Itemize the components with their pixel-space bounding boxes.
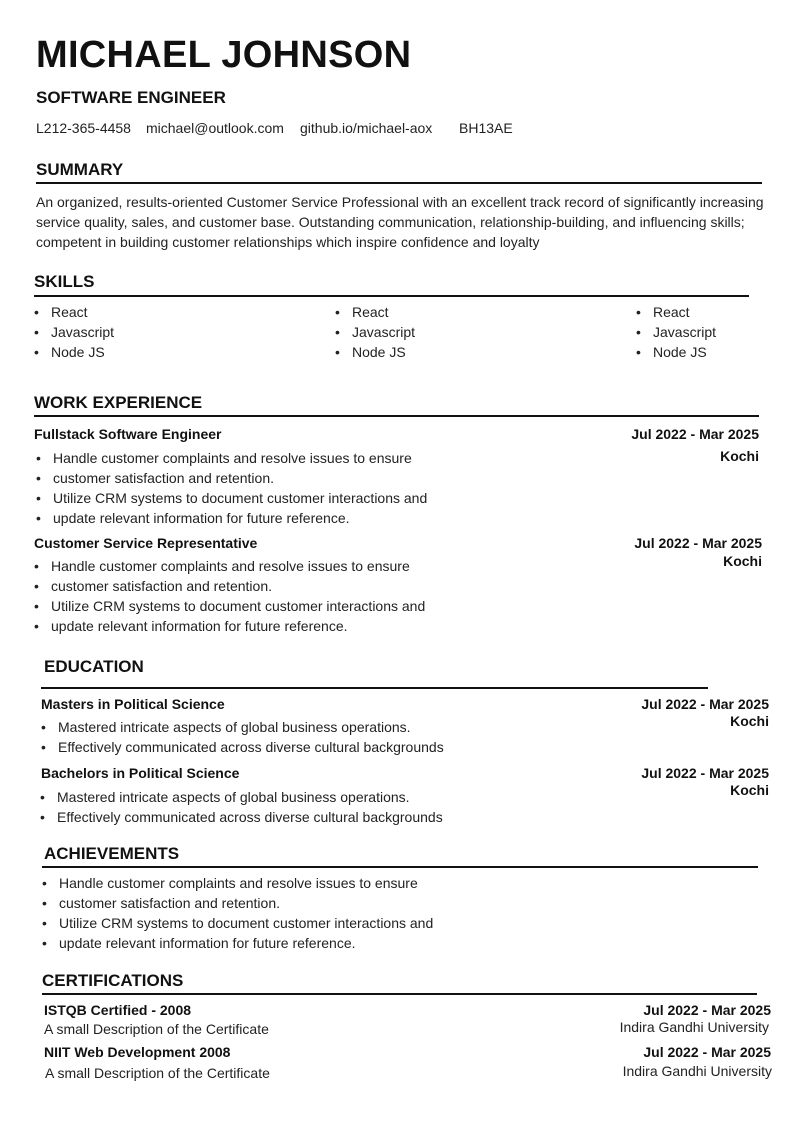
list-item: • customer satisfaction and retention. [42,893,433,913]
work-divider [34,415,759,417]
job-dates: Jul 2022 - Mar 2025 [631,426,759,442]
job-title: Customer Service Representative [34,535,258,551]
skill-item: • Javascript [636,322,716,342]
skill-item: • Node JS [335,342,415,362]
list-item: • update relevant information for future reference. [34,616,425,636]
degree-bullets [40,787,443,827]
job-bullets [36,448,427,528]
skills-column-2 [335,302,415,362]
job-title: Fullstack Software Engineer [34,426,222,442]
list-item: • Handle customer complaints and resolve issues to ensure [34,556,425,576]
contact-phone: L212-365-4458 [36,120,131,136]
contact-email: michael@outlook.com [146,120,284,136]
job-dates: Jul 2022 - Mar 2025 [634,535,762,551]
list-item: • customer satisfaction and retention. [34,576,425,596]
skills-column-1 [34,302,114,362]
degree-location: Kochi [730,713,769,729]
degree-dates: Jul 2022 - Mar 2025 [641,696,769,712]
skill-item: • Node JS [636,342,716,362]
job-location: Kochi [723,553,762,569]
list-item: • update relevant information for future reference. [36,508,427,528]
degree-title: Masters in Political Science [41,696,225,712]
certificate-name: NIIT Web Development 2008 [44,1044,231,1060]
list-item: • update relevant information for future reference. [42,933,433,953]
education-divider [41,687,708,689]
list-item: • Utilize CRM systems to document customer interactions and [42,913,433,933]
achievements-bullets [42,873,433,953]
list-item: • Effectively communicated across diverse cultural backgrounds [40,807,443,827]
certificate-name: ISTQB Certified - 2008 [44,1002,192,1018]
contact-github: github.io/michael-aox [300,120,433,136]
skill-item: • React [335,302,415,322]
certifications-divider [42,993,757,995]
degree-location: Kochi [730,782,769,798]
list-item: • Mastered intricate aspects of global business operations. [40,787,443,807]
skill-item: • React [34,302,114,322]
degree-title: Bachelors in Political Science [41,765,240,781]
certificate-issuer: Indira Gandhi University [622,1063,772,1079]
list-item: • Handle customer complaints and resolve issues to ensure [36,448,427,468]
skills-title: SKILLS [34,272,95,291]
job-bullets [34,556,425,636]
list-item: • Effectively communicated across diverse cultural backgrounds [41,737,444,757]
achievements-title: ACHIEVEMENTS [44,844,180,863]
list-item: • Mastered intricate aspects of global business operations. [41,717,444,737]
skill-item: • Javascript [335,322,415,342]
list-item: • Utilize CRM systems to document customer interactions and [36,488,427,508]
list-item: • Utilize CRM systems to document customer interactions and [34,596,425,616]
degree-dates: Jul 2022 - Mar 2025 [641,765,769,781]
skills-divider [34,295,749,297]
summary-text: An organized, results-oriented Customer Service Professional with an excellent track record of significantly increasing service quality, sales, and customer base. Outstanding communication, relationship-building, and influencing skills; competent in building customer relationships which inspire confidence and loyalty [36,194,764,250]
certificate-dates: Jul 2022 - Mar 2025 [643,1044,771,1060]
summary-divider [36,182,762,184]
certifications-title: CERTIFICATIONS [42,971,184,990]
work-title: WORK EXPERIENCE [34,393,203,412]
job-role: SOFTWARE ENGINEER [36,88,226,107]
contact-location: BH13AE [459,120,513,136]
summary-title: SUMMARY [36,160,124,179]
degree-bullets [41,717,444,757]
achievements-divider [42,866,758,868]
certificate-description: A small Description of the Certificate [44,1021,269,1037]
certificate-description: A small Description of the Certificate [45,1065,270,1081]
skill-item: • Node JS [34,342,114,362]
certificate-dates: Jul 2022 - Mar 2025 [643,1002,771,1018]
list-item: • Handle customer complaints and resolve issues to ensure [42,873,433,893]
education-title: EDUCATION [44,657,144,676]
list-item: • customer satisfaction and retention. [36,468,427,488]
job-location: Kochi [720,448,759,464]
certificate-issuer: Indira Gandhi University [619,1019,769,1035]
resume-name: MICHAEL JOHNSON [36,34,412,76]
skill-item: • Javascript [34,322,114,342]
skills-column-3 [636,302,716,362]
skill-item: • React [636,302,716,322]
